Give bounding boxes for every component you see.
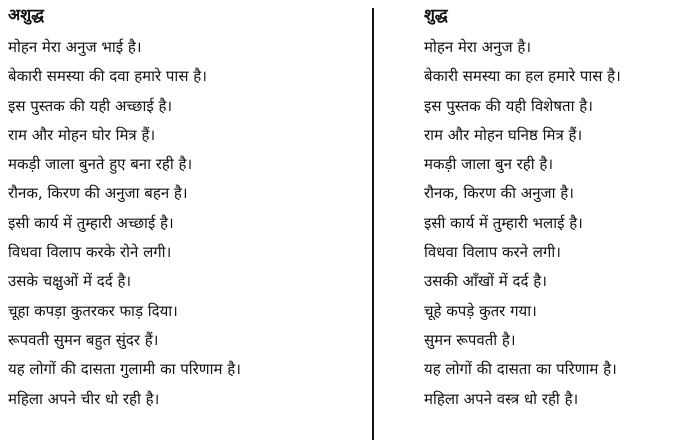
correct-sentence: मोहन मेरा अनुज है। [424,38,532,56]
incorrect-sentence: मकड़ी जाला बुनते हुए बना रही है। [8,155,193,174]
incorrect-sentence: महिला अपने चीर धो रही है। [8,389,160,408]
incorrect-heading: अशुद्ध [8,5,44,24]
correct-sentence: विधवा विलाप करने लगी। [424,243,561,262]
incorrect-sentence: यह लोगों की दासता गुलामी का परिणाम है। [8,360,241,379]
correct-sentence-list [424,33,621,414]
incorrect-sentence: उसके चक्षुओं में दर्द है। [8,272,132,291]
correct-sentence: राम और मोहन घनिष्ठ मित्र हैं। [424,125,583,144]
correct-sentence: चूहे कपड़े कुतर गया। [424,301,537,320]
incorrect-sentence: इस पुस्तक की यही अच्छाई है। [8,96,173,115]
correct-heading: शुद्ध [424,5,448,24]
incorrect-sentence: बेकारी समस्या की दवा हमारे पास है। [8,67,207,86]
correct-sentence: यह लोगों की दासता का परिणाम है। [424,360,617,379]
incorrect-sentence: रौनक, किरण की अनुजा बहन है। [8,184,188,203]
incorrect-sentence-list [8,33,241,414]
correct-sentence: रौनक, किरण की अनुजा है। [424,184,574,203]
correct-sentence: इसी कार्य में तुम्हारी भलाई है। [424,213,583,232]
correct-sentence: सुमन रूपवती है। [424,330,516,349]
incorrect-sentence: विधवा विलाप करके रोने लगी। [8,243,172,262]
correct-sentence: इस पुस्तक की यही विशेषता है। [424,96,593,115]
incorrect-sentence: इसी कार्य में तुम्हारी अच्छाई है। [8,213,174,232]
correct-sentence: बेकारी समस्या का हल हमारे पास है। [424,67,621,86]
incorrect-sentence: रूपवती सुमन बहुत सुंदर हैं। [8,330,159,349]
incorrect-sentence: मोहन मेरा अनुज भाई है। [8,38,142,56]
incorrect-sentence: राम और मोहन घोर मित्र हैं। [8,125,156,144]
correct-sentence: उसकी आँखों में दर्द है। [424,272,547,291]
correct-sentence: महिला अपने वस्त्र धो रही है। [424,389,579,408]
correct-sentence: मकड़ी जाला बुन रही है। [424,155,554,174]
incorrect-sentence: चूहा कपड़ा कुतरकर फाड़ दिया। [8,301,178,320]
column-divider [372,8,374,440]
